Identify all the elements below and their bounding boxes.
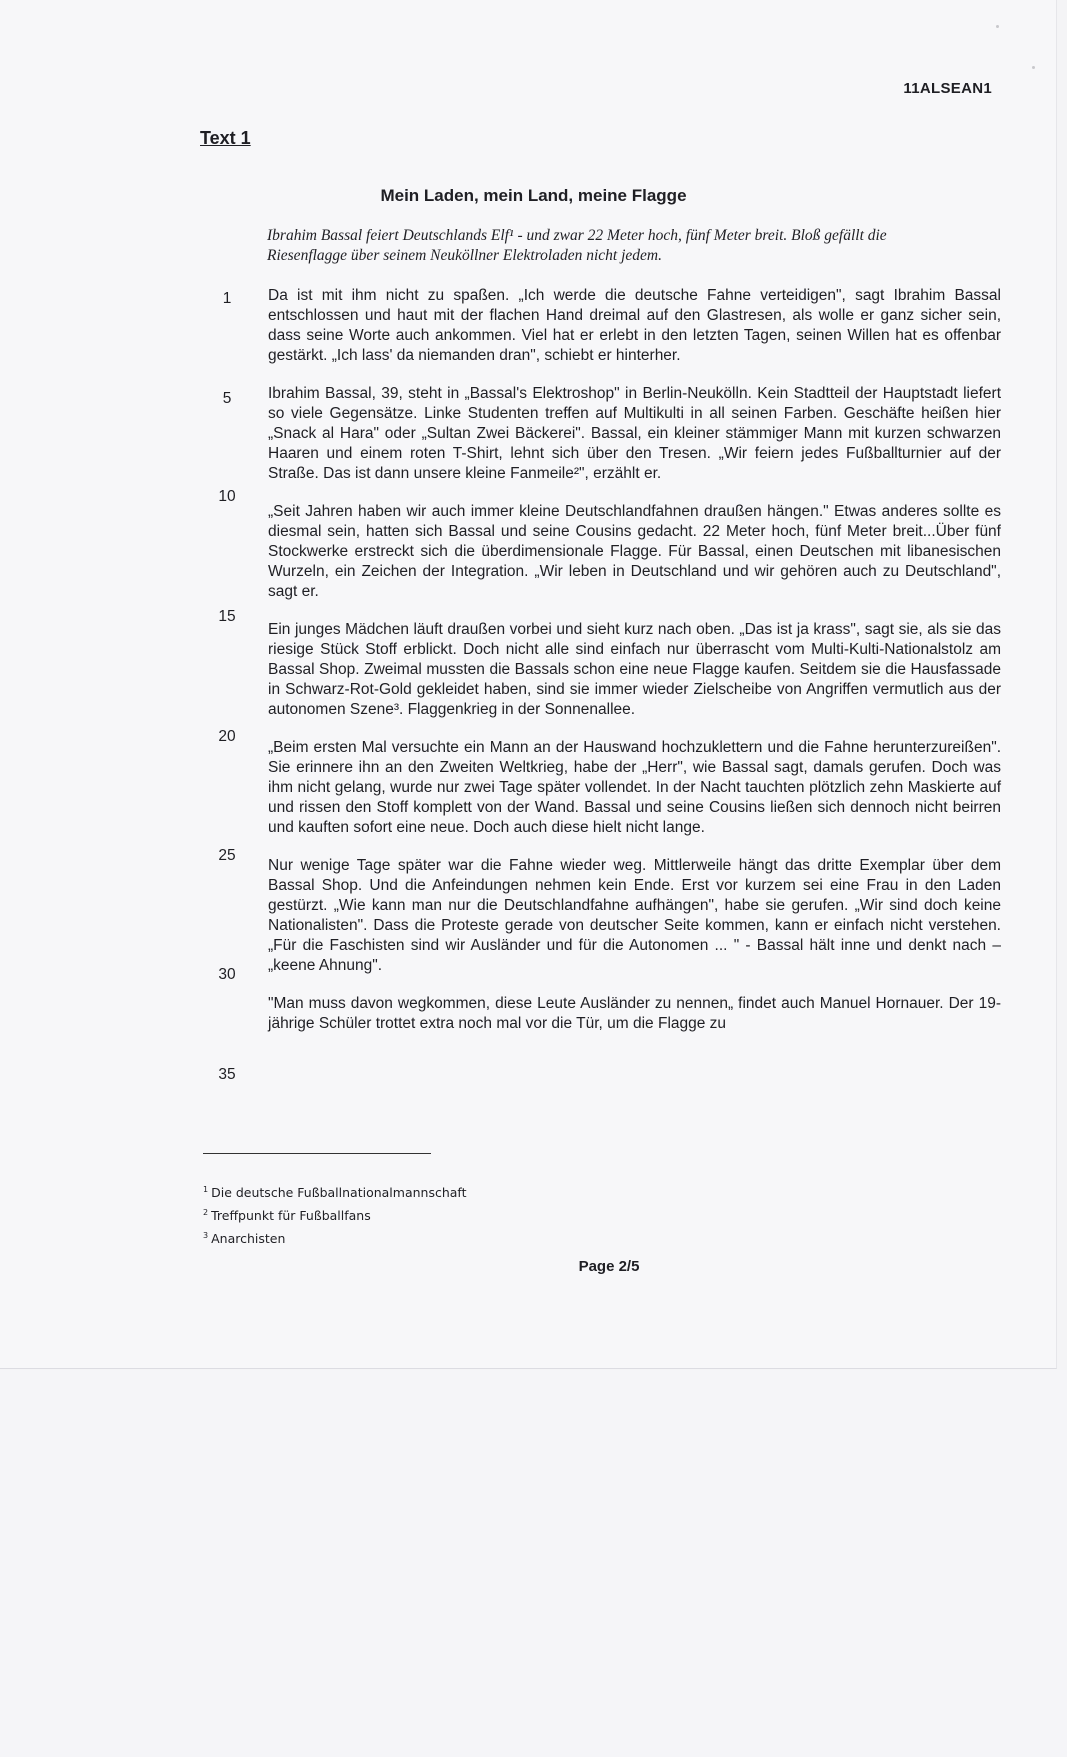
footnote-number: 2 bbox=[203, 1208, 209, 1218]
article-title: Mein Laden, mein Land, meine Flagge bbox=[380, 186, 687, 205]
footnote-text: Anarchisten bbox=[211, 1231, 286, 1247]
blank-background bbox=[0, 1370, 1067, 1757]
line-numbers bbox=[0, 0, 240, 1200]
footnote-text: Die deutsche Fußballnationalmannschaft bbox=[211, 1185, 467, 1201]
footnotes bbox=[203, 1180, 467, 1249]
article-subtitle: Ibrahim Bassal feiert Deutschlands Elf¹ - und zwar 22 Meter hoch, fünf Meter breit. Bloß gefällt die Riesenflagge über seinem Neuköllner Elektroladen nicht jedem. bbox=[267, 227, 887, 264]
footnote bbox=[203, 1180, 467, 1203]
line-number: 5 bbox=[222, 390, 232, 407]
paragraph: Da ist mit ihm nicht zu spaßen. „Ich werde die deutsche Fahne verteidigen", sagt Ibrahim Bassal entschlossen und haut mit der flachen Hand dreimal auf den Glastresen, als wolle er ganz sicher sein, dass seine Worte auch ankommen. Viel hat er erlebt in den letzten Tagen, seinen Willen hat es offenbar gestärkt. „Ich lass' da niemanden dran", schiebt er hinterher. bbox=[268, 287, 1001, 364]
footnote-text: Treffpunkt für Fußballfans bbox=[211, 1208, 371, 1224]
scan-speck bbox=[1032, 66, 1035, 69]
text-label: Text 1 bbox=[200, 128, 251, 148]
footnote-divider bbox=[203, 1153, 431, 1154]
document-code: 11ALSEAN1 bbox=[903, 80, 992, 97]
line-number: 25 bbox=[218, 847, 236, 864]
paragraph: Nur wenige Tage später war die Fahne wieder weg. Mittlerweile hängt das dritte Exemplar über dem Bassal Shop. Und die Anfeindungen nehmen kein Ende. Erst vor kurzem sei eine Frau in den Laden gestürzt. „Wie kann man nur die Deutschlandfahne aufhängen", habe sie gerufen. „Wir sind doch keine Nationalisten". Dass die Proteste gerade von deutscher Seite kommen, kann er einfach nicht verstehen. „Für die Faschisten sind wir Ausländer und für die Autonomen ... " - Bassal hält inne und denkt nach – „keene Ahnung". bbox=[268, 857, 1001, 974]
scan-speck bbox=[996, 25, 999, 28]
line-number: 20 bbox=[218, 728, 236, 745]
paragraph: Ein junges Mädchen läuft draußen vorbei und sieht kurz nach oben. „Das ist ja krass", sagt sie, als sie das riesige Stück Stoff erblickt. Doch nicht alle sind einfach nur überrascht vom Multi-Kulti-Nationalstolz am Bassal Shop. Zweimal mussten die Bassals schon eine neue Flagge kaufen. Seitdem sie die Hausfassade in Schwarz-Rot-Gold gekleidet haben, sind sie immer wieder Zielscheibe von Angriffen vermutlich aus der autonomen Szene³. Flaggenkrieg in der Sonnenallee. bbox=[268, 621, 1001, 718]
footnote bbox=[203, 1203, 467, 1226]
line-number: 30 bbox=[218, 966, 236, 983]
paragraph: "Man muss davon wegkommen, diese Leute Ausländer zu nennen„ findet auch Manuel Hornauer. Der 19-jährige Schüler trottet extra noch mal vor die Tür, um die Flagge zu bbox=[268, 995, 1001, 1032]
page-number: Page 2/5 bbox=[578, 1258, 640, 1275]
footnote bbox=[203, 1226, 467, 1249]
article-body bbox=[268, 286, 1001, 1052]
line-number: 1 bbox=[222, 290, 232, 307]
line-number: 15 bbox=[218, 608, 236, 625]
paragraph: „Beim ersten Mal versuchte ein Mann an der Hauswand hochzuklettern und die Fahne herunterzureißen". Sie erinnere ihn an den Zweiten Weltkrieg, habe der „Herr", wie Bassal sagt, damals gerufen. Doch was ihm nicht gelang, wurde nur zwei Tage später vollendet. In der Nacht tauchten plötzlich zehn Maskierte auf und rissen den Stoff komplett von der Wand. Bassal und seine Cousins ließen sich dennoch nicht beirren und kauften sofort eine neue. Doch auch diese hielt nicht lange. bbox=[268, 739, 1001, 836]
paragraph: Ibrahim Bassal, 39, steht in „Bassal's Elektroshop" in Berlin-Neukölln. Kein Stadtteil der Hauptstadt liefert so viele Gegensätze. Linke Studenten treffen auf Multikulti in all seinen Farben. Geschäfte heißen hier „Snack al Hara" oder „Sultan Zwei Bäckerei". Bassal, ein kleiner stämmiger Mann mit kurzen schwarzen Haaren und einem roten T-Shirt, lehnt sich über den Tresen. „Wir feiern jedes Fußballturnier auf der Straße. Das ist dann unsere kleine Fanmeile²", erzählt er. bbox=[268, 385, 1001, 482]
footnote-number: 1 bbox=[203, 1185, 209, 1194]
line-number: 35 bbox=[218, 1066, 236, 1083]
footnote-number: 3 bbox=[203, 1231, 209, 1241]
paragraph: „Seit Jahren haben wir auch immer kleine Deutschlandfahnen draußen hängen." Etwas anderes sollte es diesmal sein, hatten sich Bassal und seine Cousins gedacht. 22 Meter hoch, fünf Meter breit...Über fünf Stockwerke erstreckt sich die überdimensionale Flagge. Für Bassal, einen Deutschen mit libanesischen Wurzeln, ein Zeichen der Integration. „Wir leben in Deutschland und wir gehören auch zu Deutschland", sagt er. bbox=[268, 503, 1001, 600]
line-number: 10 bbox=[218, 488, 236, 505]
